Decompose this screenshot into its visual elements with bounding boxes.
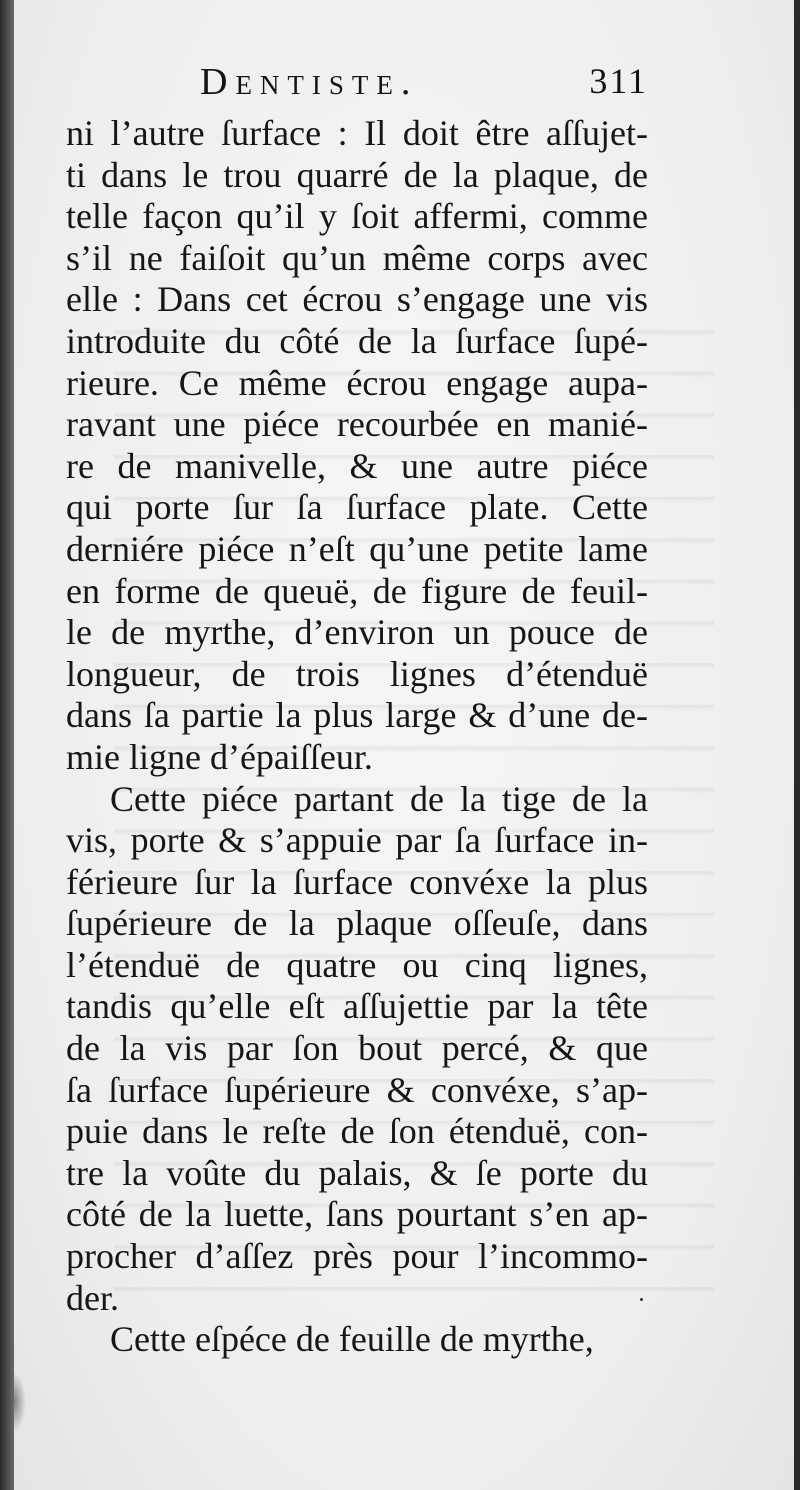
text-line: re de manivelle, & une autre piéce: [66, 445, 648, 486]
text-line: l’étenduë de quatre ou cinq lignes,: [66, 944, 648, 985]
body-text: [66, 113, 648, 1361]
text-line: ni l’autre ſurface : Il doit être aſſujet-: [66, 113, 648, 153]
text-line: côté de la luette, ſans pourtant s’en ap-: [66, 1194, 648, 1235]
text-line: dans ſa partie la plus large & d’une de-: [66, 695, 648, 736]
ink-speck: [640, 1298, 643, 1301]
text-line: longueur, de trois lignes d’étenduë: [66, 653, 648, 694]
text-line: ſupérieure de la plaque oſſeuſe, dans: [66, 903, 648, 944]
page-number: 311: [589, 61, 648, 101]
text-line: rieure. Ce même écrou engage aupa-: [66, 362, 648, 403]
text-line: procher d’aſſez près pour l’incommo-: [66, 1236, 648, 1277]
text-line: introduite du côté de la ſurface ſupé-: [66, 320, 648, 361]
text-line: mie ligne d’épaiſſeur.: [66, 736, 373, 777]
text-line: tandis qu’elle eſt aſſujettie par la tête: [66, 986, 648, 1027]
text-line: s’il ne faiſoit qu’un même corps avec: [66, 237, 648, 278]
text-line: ravant une piéce recourbée en manié-: [66, 404, 648, 445]
text-line: ti dans le trou quarré de la plaque, de: [66, 154, 648, 195]
text-line: puie dans le reſte de ſon étenduë, con-: [66, 1111, 648, 1152]
text-line: Cette eſpéce de feuille de myrthe,: [110, 1319, 594, 1360]
book-page: [14, 0, 794, 1490]
text-line: telle façon qu’il y ſoit affermi, comme: [66, 196, 648, 237]
text-line: tre la voûte du palais, & ſe porte du: [66, 1152, 648, 1193]
text-line: le de myrthe, d’environ un pouce de: [66, 612, 648, 653]
text-line: qui porte ſur ſa ſurface plate. Cette: [66, 487, 648, 528]
page-left-edge-shadow: [0, 0, 14, 1490]
text-line: ſa ſurface ſupérieure & convéxe, s’ap-: [66, 1069, 648, 1110]
page-right-edge-shadow: [794, 0, 800, 1490]
text-line: derniére piéce n’eſt qu’une petite lame: [66, 528, 648, 569]
text-line: Cette piéce partant de la tige de la: [110, 778, 648, 819]
text-line: en forme de queuë, de figure de feuil-: [66, 570, 648, 611]
running-title: Dentiste.: [200, 61, 419, 103]
text-line: férieure ſur la ſurface convéxe la plus: [66, 861, 648, 902]
page-header: [14, 60, 794, 120]
text-line: der.: [66, 1277, 119, 1318]
text-line: elle : Dans cet écrou s’engage une vis: [66, 279, 648, 320]
margin-smudge: [14, 1372, 26, 1432]
text-line: vis, porte & s’appuie par ſa ſurface in-: [66, 820, 648, 861]
text-line: de la vis par ſon bout percé, & que: [66, 1028, 648, 1069]
